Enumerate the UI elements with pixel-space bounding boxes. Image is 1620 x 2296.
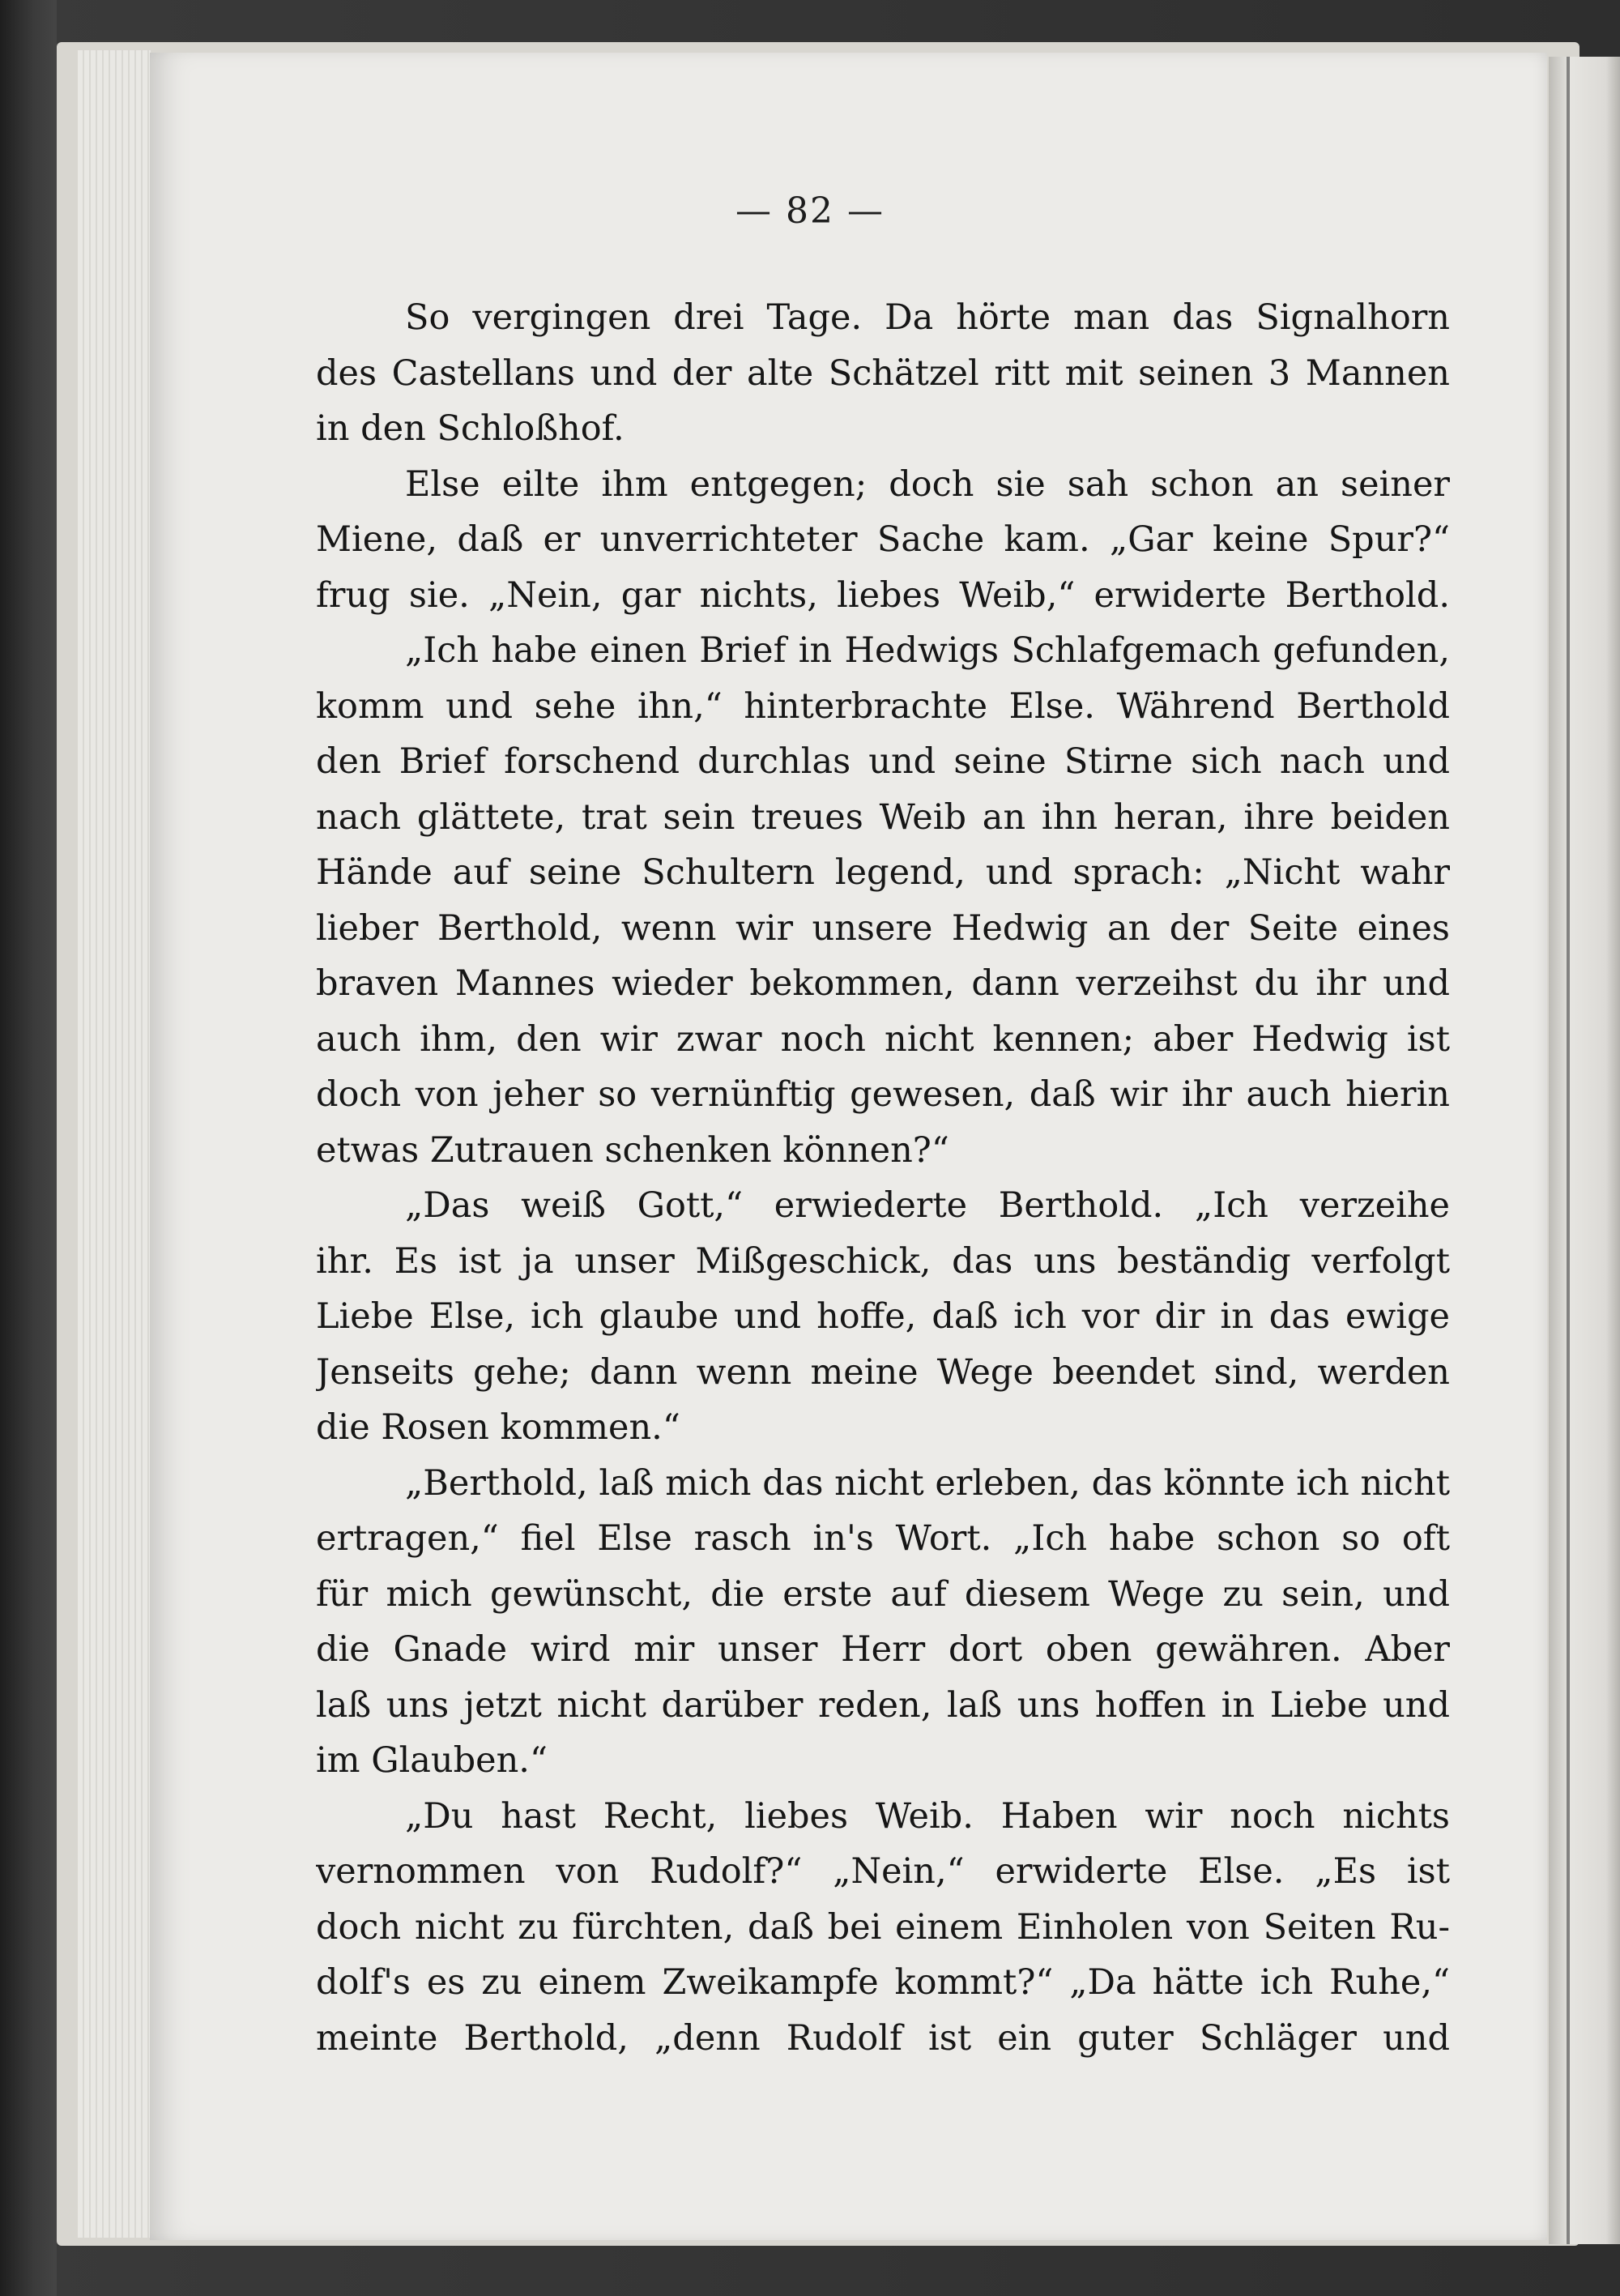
text-line: nach glättete, trat sein treues Weib an ihn heran, ihre beiden bbox=[316, 796, 1450, 838]
text-line: des Castellans und der alte Schätzel ritt mit seinen 3 Mannen bbox=[316, 352, 1450, 394]
text-line: vernommen von Rudolf?“ „Nein,“ erwiderte Else. „Es ist bbox=[316, 1851, 1450, 1892]
text-line: „Das weiß Gott,“ erwiederte Berthold. „Ich verzeihe bbox=[405, 1185, 1450, 1226]
text-line: „Ich habe einen Brief in Hedwigs Schlafgemach gefunden, bbox=[405, 630, 1450, 671]
text-line: auch ihm, den wir zwar noch nicht kennen; aber Hedwig ist bbox=[316, 1018, 1450, 1060]
facing-page-edge bbox=[1549, 57, 1620, 2244]
text-line: Else eilte ihm entgegen; doch sie sah schon an seiner bbox=[405, 463, 1450, 505]
text-line: „Du hast Recht, liebes Weib. Haben wir noch nichts bbox=[405, 1795, 1450, 1837]
text-line: Liebe Else, ich glaube und hoffe, daß ich vor dir in das ewige bbox=[316, 1296, 1450, 1337]
page-number: — 82 — bbox=[735, 190, 885, 232]
gutter-line bbox=[1567, 57, 1570, 2244]
text-line: Jenseits gehe; dann wenn meine Wege beendet sind, werden bbox=[316, 1351, 1450, 1393]
text-line: doch nicht zu fürchten, daß bei einem Einholen von Seiten Ru- bbox=[316, 1906, 1450, 1948]
text-line: ertragen,“ fiel Else rasch in's Wort. „Ich habe schon so oft bbox=[316, 1518, 1450, 1559]
text-line: den Brief forschend durchlas und seine Stirne sich nach und bbox=[316, 741, 1450, 782]
text-line: die Gnade wird mir unser Herr dort oben gewähren. Aber bbox=[316, 1629, 1450, 1670]
text-line: braven Mannes wieder bekommen, dann verzeihst du ihr und bbox=[316, 963, 1450, 1004]
text-line: laß uns jetzt nicht darüber reden, laß uns hoffen in Liebe und bbox=[316, 1684, 1450, 1726]
text-line: in den Schloßhof. bbox=[316, 408, 625, 449]
body-text bbox=[316, 290, 1450, 2066]
text-line: ihr. Es ist ja unser Mißgeschick, das uns beständig verfolgt bbox=[316, 1240, 1450, 1282]
text-line: Hände auf seine Schultern legend, und sprach: „Nicht wahr bbox=[316, 852, 1450, 893]
text-line: die Rosen kommen.“ bbox=[316, 1407, 680, 1448]
text-line: frug sie. „Nein, gar nichts, liebes Weib,“ erwiderte Berthold. bbox=[316, 574, 1450, 616]
text-line: lieber Berthold, wenn wir unsere Hedwig an der Seite eines bbox=[316, 907, 1450, 949]
text-line: im Glauben.“ bbox=[316, 1740, 548, 1781]
text-line: komm und sehe ihn,“ hinterbrachte Else. Während Berthold bbox=[316, 685, 1450, 727]
text-line: Miene, daß er unverrichteter Sache kam. „Gar keine Spur?“ bbox=[316, 519, 1450, 560]
text-line: So vergingen drei Tage. Da hörte man das Signalhorn bbox=[405, 297, 1450, 338]
book-binding bbox=[0, 0, 57, 2296]
text-line: dolf's es zu einem Zweikampfe kommt?“ „Da hätte ich Ruhe,“ bbox=[316, 1962, 1450, 2003]
page-edges bbox=[78, 50, 151, 2238]
text-line: doch von jeher so vernünftig gewesen, daß wir ihr auch hierin bbox=[316, 1074, 1450, 1115]
text-line: etwas Zutrauen schenken können?“ bbox=[316, 1129, 949, 1171]
text-line: meinte Berthold, „denn Rudolf ist ein guter Schläger und bbox=[316, 2017, 1450, 2059]
text-line: für mich gewünscht, die erste auf diesem Wege zu sein, und bbox=[316, 1573, 1450, 1615]
text-line: „Berthold, laß mich das nicht erleben, das könnte ich nicht bbox=[405, 1462, 1450, 1504]
